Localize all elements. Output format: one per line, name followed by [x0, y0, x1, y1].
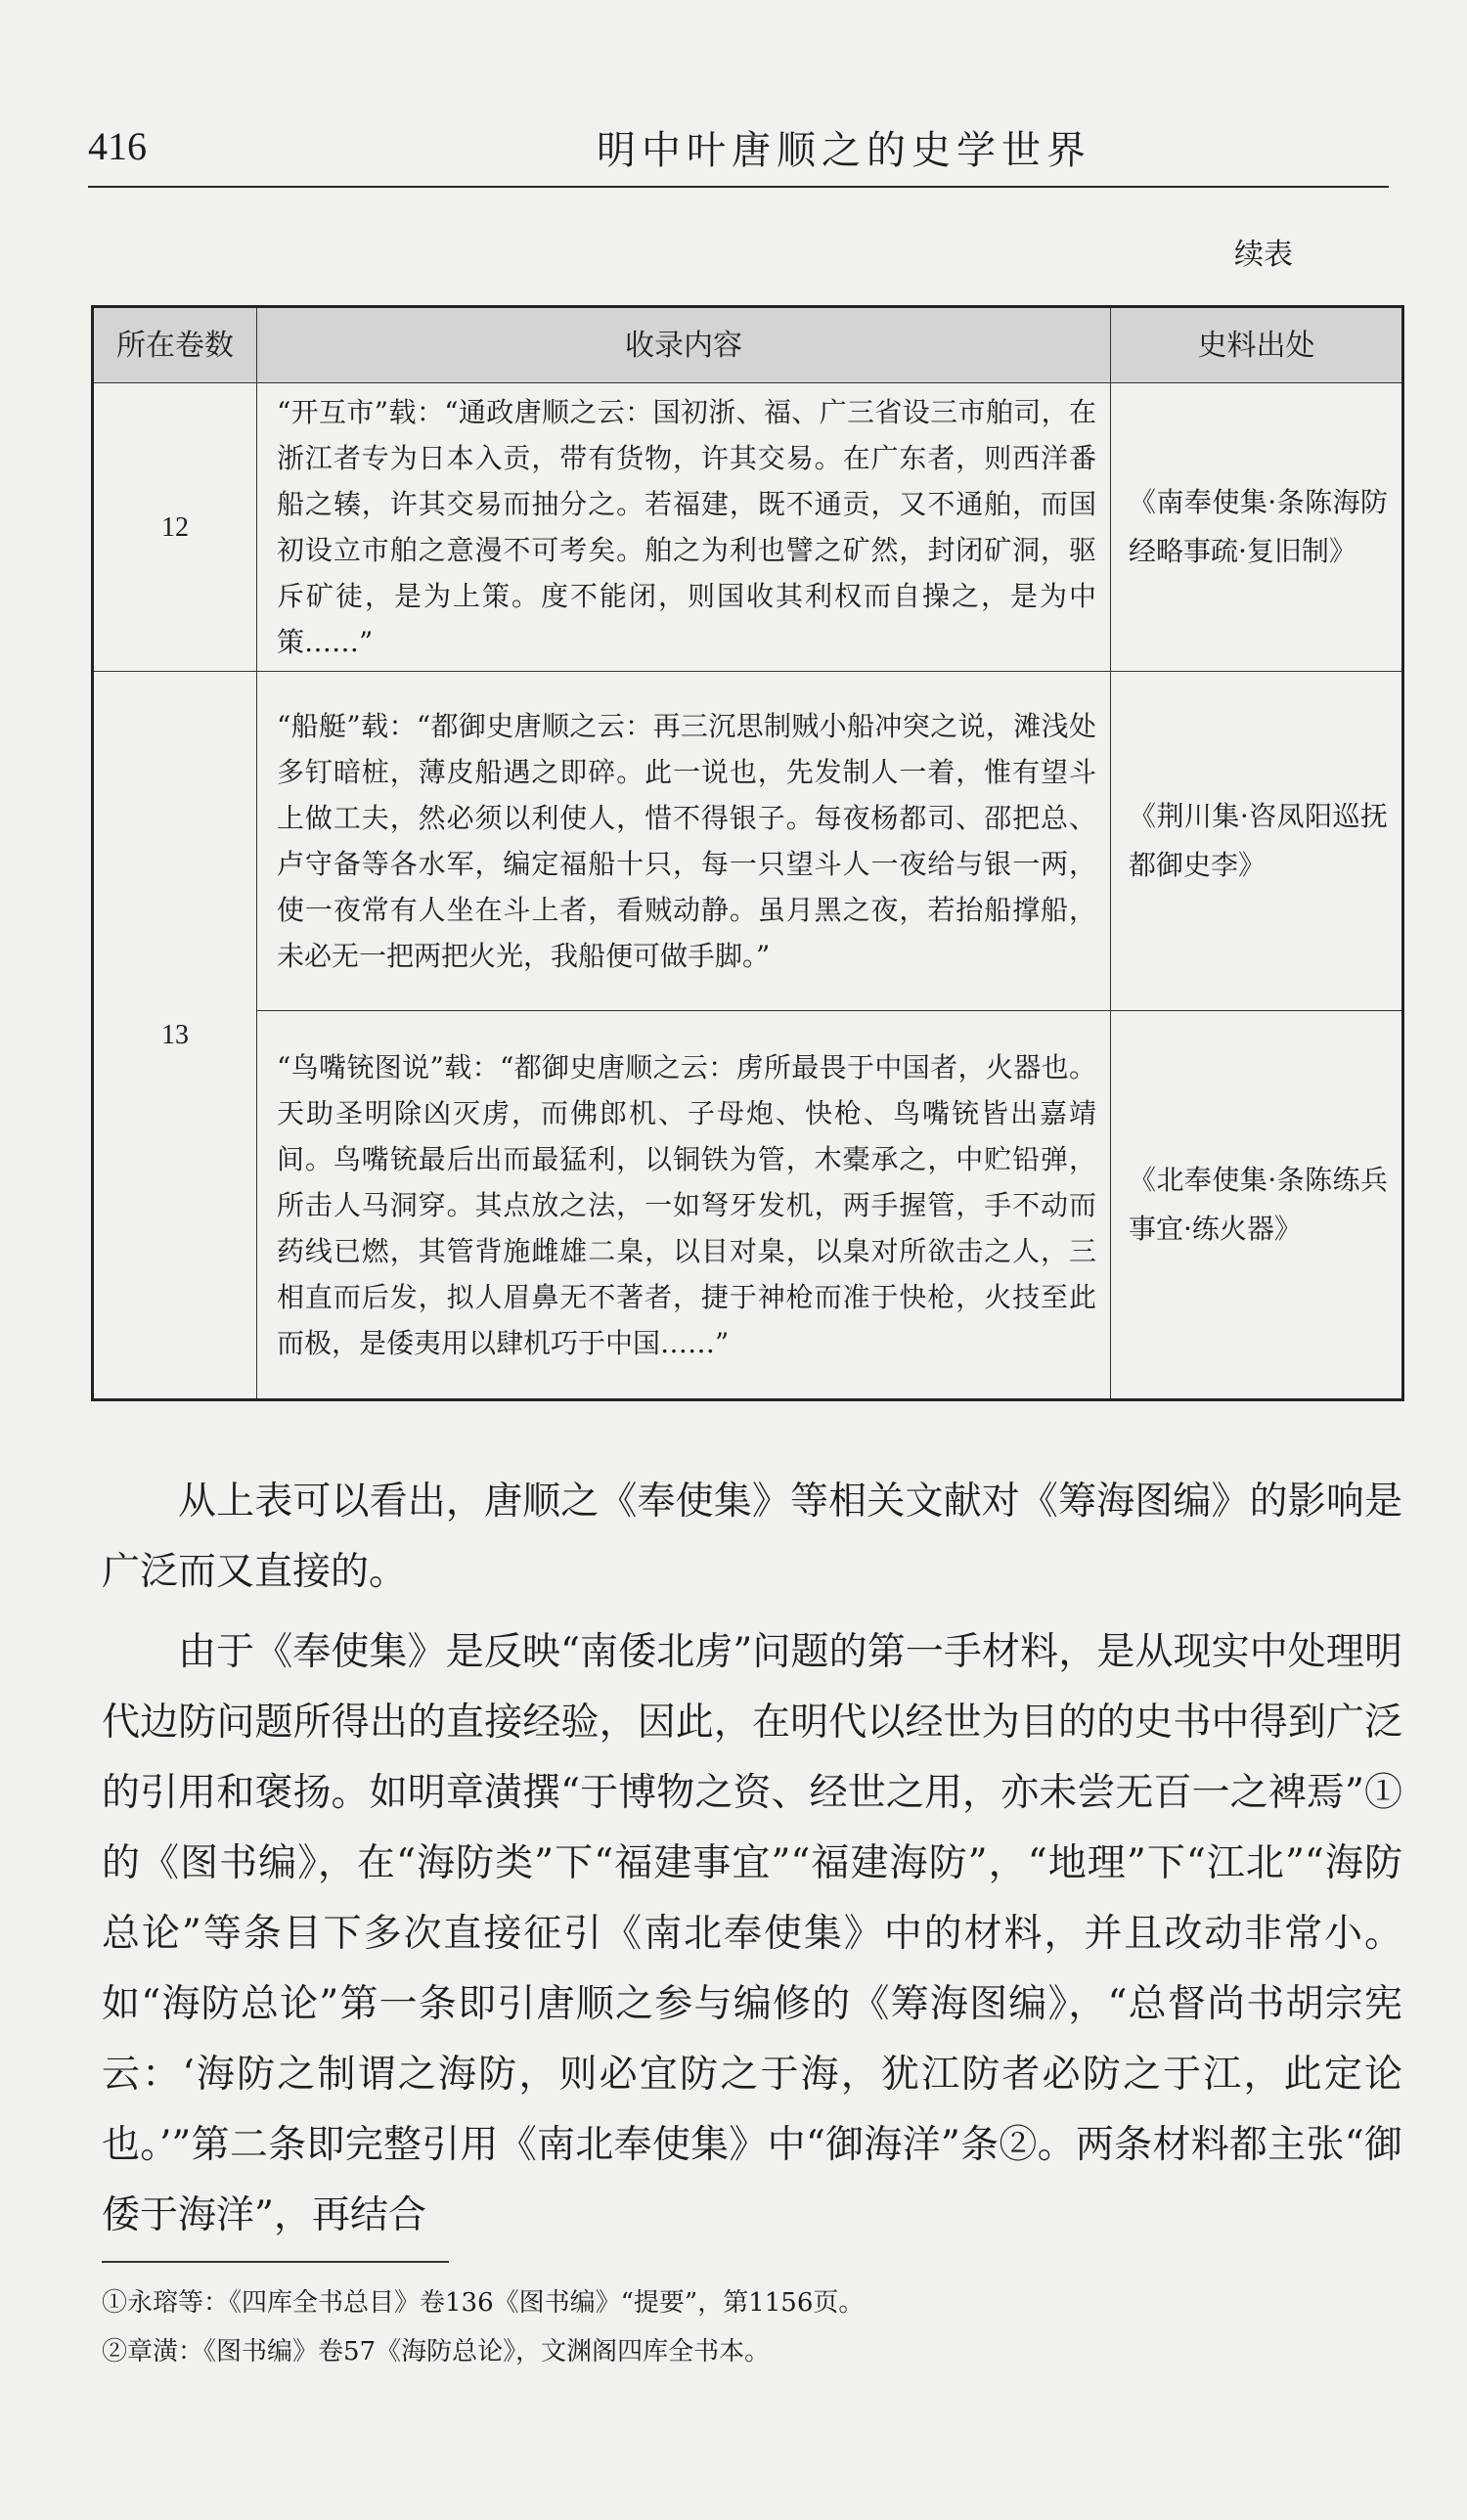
page-header [88, 115, 1389, 188]
volume-cell: 13 [93, 672, 257, 1400]
body-text [102, 1467, 1402, 2261]
table-row [93, 672, 1403, 1011]
body-paragraph: 由于《奉使集》是反映“南倭北虏”问题的第一手材料，是从现实中处理明代边防问题所得出的直接经验，因此，在明代以经世为目的的史书中得到广泛的引用和褒扬。如明章潢撰“于博物之资、经世之用，亦未尝无百一之裨焉”①的《图书编》，在“海防类”下“福建事宜”“福建海防”，“地理”下“江北”“海防总论”等条目下多次直接征引《南北奉使集》中的材料，并且改动非常小。如“海防总论”第一条即引唐顺之参与编修的《筹海图编》，“总督尚书胡宗宪云：‘海防之制谓之海防，则必宜防之于海，犹江防者必防之于江，此定论也。’”第二条即完整引用《南北奉使集》中“御海洋”条②。两条材料都主张“御倭于海洋”，再结合 [102, 1630, 1402, 2237]
content-cell: “鸟嘴铳图说”载：“都御史唐顺之云：虏所最畏于中国者，火器也。天助圣明除凶灭虏，而佛郎机、子母炮、快枪、鸟嘴铳皆出嘉靖间。鸟嘴铳最后出而最猛利，以铜铁为管，木橐承之，中贮铅弹，所击人马洞穿。其点放之法，一如弩牙发机，两手握管，手不动而药线已燃，其管背施雌雄二臬，以目对臬，以臬对所欲击之人，三相直而后发，拟人眉鼻无不著者，捷于神枪而准于快枪，火技至此而极，是倭夷用以肆机巧于中国……” [257, 1011, 1111, 1400]
citation-table [91, 305, 1404, 1401]
column-header-content: 收录内容 [257, 307, 1111, 383]
table-continued-label: 续表 [1234, 238, 1293, 272]
source-cell: 《荆川集·咨凤阳巡抚都御史李》 [1111, 672, 1403, 1011]
content-cell: “船艇”载：“都御史唐顺之云：再三沉思制贼小船冲突之说，滩浅处多钉暗桩，薄皮船遇之即碎。此一说也，先发制人一着，惟有望斗上做工夫，然必须以利使人，惜不得银子。每夜杨都司、邵把总、卢守备等各水军，编定福船十只，每一只望斗人一夜给与银一两，使一夜常有人坐在斗上者，看贼动静。虽月黑之夜，若抬船撑船，未必无一把两把火光，我船便可做手脚。” [257, 672, 1111, 1011]
footnote-divider [102, 2261, 449, 2263]
footnote: ①永瑢等：《四库全书总目》卷136《图书编》“提要”，第1156页。 [102, 2288, 865, 2318]
footnote: ②章潢：《图书编》卷57《海防总论》，文渊阁四库全书本。 [102, 2337, 771, 2366]
page-number: 416 [88, 124, 147, 168]
table-row [93, 383, 1403, 672]
table-row [93, 1011, 1403, 1400]
footnotes [102, 2278, 1402, 2376]
source-cell: 《南奉使集·条陈海防经略事疏·复旧制》 [1111, 383, 1403, 672]
column-header-source: 史料出处 [1111, 307, 1403, 383]
source-cell: 《北奉使集·条陈练兵事宜·练火器》 [1111, 1011, 1403, 1400]
volume-cell: 12 [93, 383, 257, 672]
table-header-row [93, 307, 1403, 383]
column-header-volume: 所在卷数 [93, 307, 257, 383]
body-paragraph: 从上表可以看出，唐顺之《奉使集》等相关文献对《筹海图编》的影响是广泛而又直接的。 [102, 1480, 1402, 1594]
running-title: 明中叶唐顺之的史学世界 [597, 128, 1091, 173]
content-cell: “开互市”载：“通政唐顺之云：国初浙、福、广三省设三市舶司，在浙江者专为日本入贡，带有货物，许其交易。在广东者，则西洋番船之辏，许其交易而抽分之。若福建，既不通贡，又不通舶，而国初设立市舶之意漫不可考矣。舶之为利也譬之矿然，封闭矿洞，驱斥矿徒，是为上策。度不能闭，则国收其利权而自操之，是为中策……” [257, 383, 1111, 672]
